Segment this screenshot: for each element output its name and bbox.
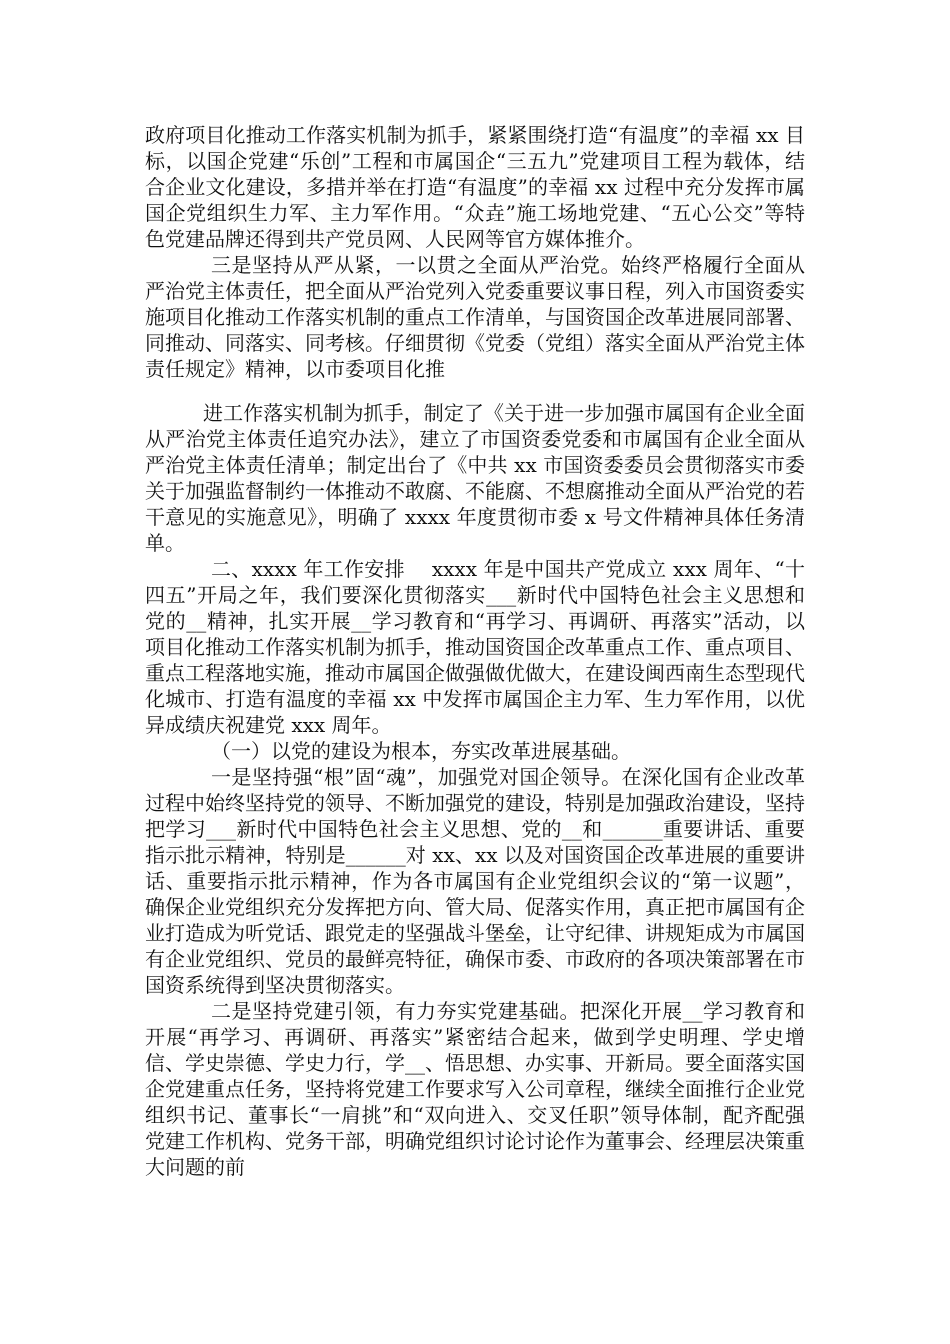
- paragraph-1: 政府项目化推动工作落实机制为抓手，紧紧围绕打造“有温度”的幸福 xx 目标，以国企党建“乐创”工程和市属国企“三五九”党建项目工程为载体，结合企业文化建设，多措并举在打造“有温度”的幸福 xx 过程中充分发挥市属国企党组织生力军、主力军作用。“众垚”施工场地党建、“五心公交”等特色党建品牌还得到共产党员网、人民网等官方媒体推介。: [145, 123, 805, 251]
- paragraph-7: 二是坚持党建引领，有力夯实党建基础。把深化开展__学习教育和开展“再学习、再调研、再落实”紧密结合起来，做到学史明理、学史增信、学史崇德、学史力行，学__、悟思想、办实事、开新局。要全面落实国企党建重点任务，坚持将党建工作要求写入公司章程，继续全面推行企业党组织书记、董事长“一肩挑”和“双向进入、交叉任职”领导体制，配齐配强党建工作机构、党务干部，明确党组织讨论讨论作为董事会、经理层决策重大问题的前: [145, 999, 805, 1179]
- document-body: [145, 122, 805, 1180]
- paragraph-6: 一是坚持强“根”固“魂”，加强党对国企领导。在深化国有企业改革过程中始终坚持党的领导、不断加强党的建设，特别是加强政治建设，坚持把学习___新时代中国特色社会主义思想、党的__和______重要讲话、重要指示批示精神，特别是______对 xx、xx 以及对国资国企改革进展的重要讲话、重要指示批示精神，作为各市属国有企业党组织会议的“第一议题”，确保企业党组织充分发挥把方向、管大局、促落实作用，真正把市属国有企业打造成为听党话、跟党走的坚强战斗堡垒，让守纪律、讲规矩成为市属国有企业党组织、党员的最鲜亮特征，确保市委、市政府的各项决策部署在市国资系统得到坚决贯彻落实。: [145, 765, 805, 997]
- page-break-gap: [145, 382, 805, 400]
- paragraph-5: （一）以党的建设为根本，夯实改革进展基础。: [211, 739, 631, 763]
- paragraph-2: 三是坚持从严从紧，一以贯之全面从严治党。始终严格履行全面从严治党主体责任，把全面从严治党列入党委重要议事日程，列入市国资委实施项目化推动工作落实机制的重点工作清单，与国资国企改革进展同部署、同推动、同落实、同考核。仔细贯彻《党委（党组）落实全面从严治党主体责任规定》精神，以市委项目化推: [145, 253, 805, 381]
- paragraph-3: 进工作落实机制为抓手，制定了《关于进一步加强市属国有企业全面从严治党主体责任追究办法》，建立了市国资委党委和市属国有企业全面从严治党主体责任清单；制定出台了《中共 xx 市国资委委员会贯彻落实市委关于加强监督制约一体推动不敢腐、不能腐、不想腐推动全面从严治党的若干意见的实施意见》，明确了 xxxx 年度贯彻市委 x 号文件精神具体任务清单。: [145, 401, 805, 555]
- paragraph-4: 二、xxxx 年工作安排 xxxx 年是中国共产党成立 xxx 周年、“十四五”开局之年，我们要深化贯彻落实___新时代中国特色社会主义思想和党的__精神，扎实开展__学习教育和“再学习、再调研、再落实”活动，以项目化推动工作落实机制为抓手，推动国资国企改革重点工作、重点项目、重点工程落地实施，推动市属国企做强做优做大，在建设闽西南生态型现代化城市、打造有温度的幸福 xx 中发挥市属国企主力军、生力军作用，以优异成绩庆祝建党 xxx 周年。: [145, 557, 805, 737]
